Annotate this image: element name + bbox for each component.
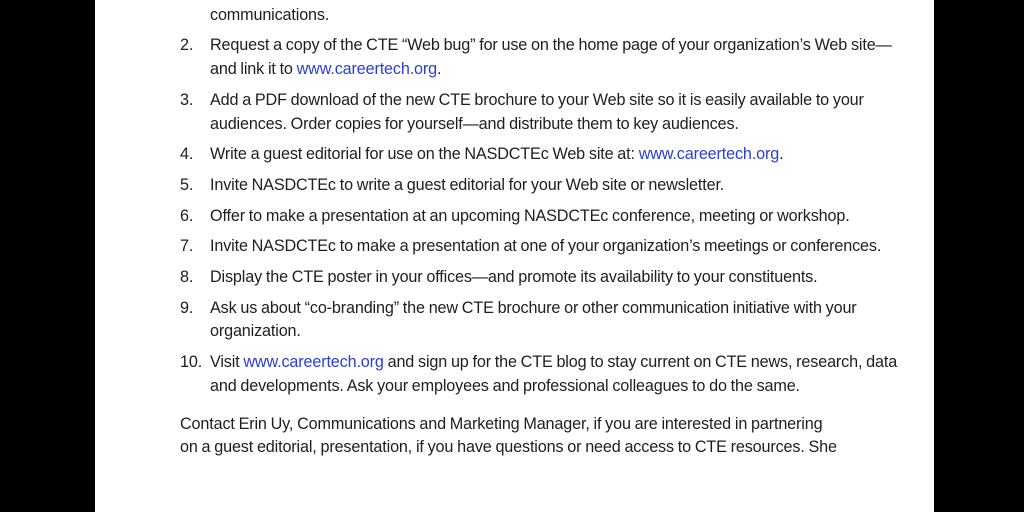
careertech-link[interactable]: www.careertech.org — [638, 145, 780, 164]
list-item-text: Visit — [210, 353, 244, 372]
list-item-1-continued — [180, 0, 900, 27]
contact-line-2: on a guest editorial, presentation, if you have questions or need access to CTE resources. She — [180, 438, 837, 457]
list-item-text: Ask us about “co-branding” the new CTE brochure or other communication initiative with your organization. — [210, 298, 857, 341]
list-item-3 — [180, 89, 900, 136]
list-item-6 — [180, 205, 900, 229]
list-number: 10. — [180, 353, 203, 372]
list-number: 8. — [180, 268, 194, 287]
list-item-9 — [180, 297, 900, 344]
contact-paragraph — [180, 413, 900, 460]
list-item-text: Offer to make a presentation at an upcoming NASDCTEc conference, meeting or workshop. — [210, 206, 850, 225]
list-item-text: Write a guest editorial for use on the NASDCTEc Web site at: — [210, 145, 639, 164]
list-number: 7. — [180, 237, 194, 256]
list-number: 2. — [180, 36, 194, 55]
list-item-1-line-2: communications. — [210, 5, 330, 24]
list-item-text-end: . — [437, 60, 442, 79]
list-number: 9. — [180, 298, 194, 317]
list-number: 3. — [180, 90, 194, 109]
list-item-5 — [180, 174, 900, 198]
document-content — [180, 0, 900, 460]
careertech-link[interactable]: www.careertech.org — [243, 353, 384, 372]
list-item-text-end: . — [779, 145, 784, 164]
list-item-text-end: and sign up for the CTE blog to stay current on CTE news, research, data and developments. Ask your employees and professional colleagues to do the same. — [210, 353, 898, 395]
careertech-link[interactable]: www.careertech.org — [296, 60, 437, 79]
list-item-text: Display the CTE poster in your offices—and promote its availability to your constituents. — [210, 268, 818, 287]
list-item-7 — [180, 235, 900, 259]
list-item-2 — [180, 34, 900, 81]
contact-line-1: Contact Erin Uy, Communications and Marketing Manager, if you are interested in partnering — [180, 414, 823, 433]
list-number: 6. — [180, 206, 194, 225]
list-item-text: Invite NASDCTEc to make a presentation at one of your organization’s meetings or conferences. — [210, 237, 882, 256]
list-item-text: Request a copy of the CTE “Web bug” for use on the home page of your organization’s Web site—and link it to — [210, 36, 892, 79]
list-item-10 — [180, 351, 900, 398]
list-item-4 — [180, 143, 900, 167]
list-item-8 — [180, 266, 900, 290]
list-item-text: Add a PDF download of the new CTE brochure to your Web site so it is easily available to your audiences. Order copies for yourself—and distribute them to key audiences. — [210, 90, 864, 133]
document-page — [95, 0, 934, 512]
list-number: 5. — [180, 175, 194, 194]
list-item-text: Invite NASDCTEc to write a guest editorial for your Web site or newsletter. — [210, 175, 725, 194]
list-number: 4. — [180, 145, 194, 164]
